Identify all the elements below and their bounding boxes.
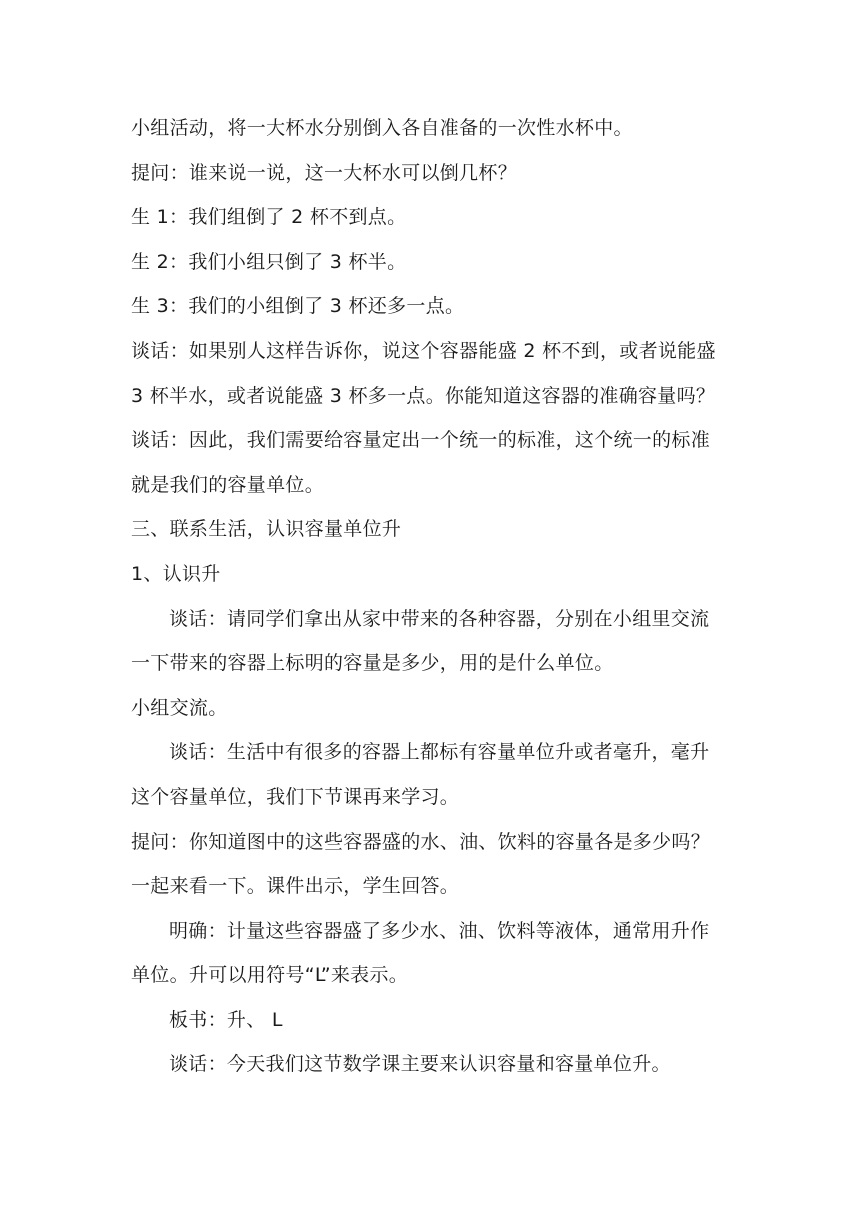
- text-line: 3 杯半水，或者说能盛 3 杯多一点。你能知道这容器的准确容量吗？: [131, 384, 716, 407]
- text-line: 谈话：如果别人这样告诉你，说这个容器能盛 2 杯不到，或者说能盛: [131, 339, 716, 362]
- text-line: 提问：你知道图中的这些容器盛的水、油、饮料的容量各是多少吗？: [131, 830, 711, 853]
- board-writing-line: 板书：升、 L: [169, 1008, 283, 1031]
- text-line: 谈话：请同学们拿出从家中带来的各种容器，分别在小组里交流: [169, 607, 710, 630]
- text-line: 这个容量单位，我们下节课再来学习。: [131, 785, 460, 808]
- text-line: 一下带来的容器上标明的容量是多少，用的是什么单位。: [131, 652, 614, 675]
- text-line: 小组交流。: [131, 696, 228, 719]
- text-line: 小组活动，将一大杯水分别倒入各自准备的一次性水杯中。: [131, 117, 633, 139]
- subsection-heading: 1、认识升: [131, 562, 221, 585]
- document-body: [131, 106, 734, 1087]
- text-line: 谈话：因此，我们需要给容量定出一个统一的标准，这个统一的标准: [131, 429, 711, 452]
- text-line: 提问：谁来说一说，这一大杯水可以倒几杯？: [131, 161, 518, 184]
- text-line: 生 3：我们的小组倒了 3 杯还多一点。: [131, 295, 465, 318]
- text-line: 单位。升可以用符号“L”来表示。: [131, 964, 409, 987]
- text-line: 生 1：我们组倒了 2 杯不到点。: [131, 206, 407, 229]
- text-line: 一起来看一下。课件出示，学生回答。: [131, 875, 460, 898]
- text-line: 谈话：生活中有很多的容器上都标有容量单位升或者毫升，毫升: [169, 741, 710, 764]
- text-line: 就是我们的容量单位。: [131, 473, 325, 496]
- section-heading: 三、联系生活，认识容量单位升: [131, 518, 402, 541]
- text-line: 明确：计量这些容器盛了多少水、油、饮料等液体，通常用升作: [169, 919, 710, 942]
- text-line: 谈话：今天我们这节数学课主要来认识容量和容量单位升。: [169, 1053, 671, 1076]
- text-line: 生 2：我们小组只倒了 3 杯半。: [131, 250, 407, 273]
